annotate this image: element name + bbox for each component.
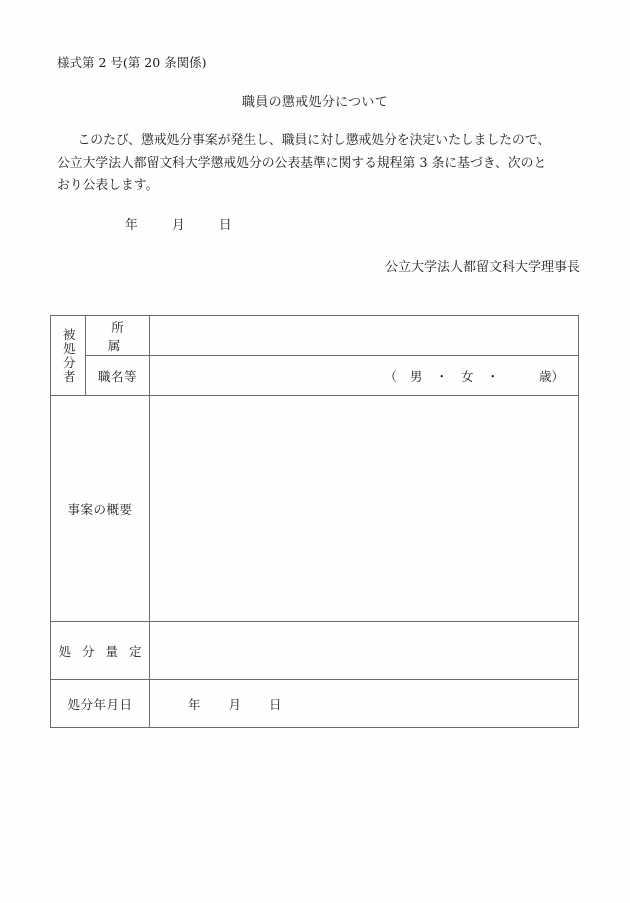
form-number: 様式第 2 号(第 20 条関係) bbox=[57, 55, 207, 70]
disposition-date-group bbox=[150, 695, 578, 713]
issue-date-month-label: 月 bbox=[171, 218, 185, 233]
body-line-1: このたび、懲戒処分事案が発生し、職員に対し懲戒処分を決定いたしましたので、 bbox=[77, 133, 551, 148]
gender-male-option[interactable]: 男 bbox=[409, 368, 423, 384]
gender-age-group bbox=[150, 367, 578, 385]
disposition-date-year-label: 年 bbox=[188, 696, 201, 712]
subject-label-cell bbox=[51, 316, 86, 396]
table-row bbox=[51, 316, 579, 356]
job-title-value-cell[interactable] bbox=[150, 356, 579, 396]
disposition-date-value-cell[interactable] bbox=[150, 680, 579, 728]
affiliation-label-cell bbox=[86, 316, 150, 356]
affiliation-value-cell[interactable] bbox=[150, 316, 579, 356]
body-line-2: 公立大学法人都留文科大学懲戒処分の公表基準に関する規程第 3 条に基づき、次のと bbox=[57, 155, 547, 171]
table-row bbox=[51, 680, 579, 728]
disposition-level-label: 処 分 量 定 bbox=[58, 643, 145, 659]
gender-separator-1: ・ bbox=[435, 368, 448, 384]
document-title: 職員の懲戒処分について bbox=[241, 95, 389, 110]
disciplinary-form-table bbox=[50, 315, 579, 728]
body-line-3: おり公表します。 bbox=[57, 178, 159, 193]
disposition-level-label-cell bbox=[51, 622, 150, 680]
table-row bbox=[51, 396, 579, 622]
age-unit-label: 歳） bbox=[538, 368, 564, 384]
issue-date-line bbox=[125, 216, 232, 236]
disposition-level-value-cell[interactable] bbox=[150, 622, 579, 680]
table-row bbox=[51, 622, 579, 680]
disposition-date-month-label: 月 bbox=[228, 696, 242, 712]
gender-female-option[interactable]: 女 bbox=[460, 368, 474, 384]
case-summary-label-cell bbox=[51, 396, 150, 622]
job-title-label-cell bbox=[86, 356, 150, 396]
job-title-label: 職名等 bbox=[97, 368, 137, 384]
table-row bbox=[51, 356, 579, 396]
open-paren: （ bbox=[384, 368, 397, 384]
gender-separator-2: ・ bbox=[486, 368, 499, 384]
issue-date-day-label: 日 bbox=[218, 218, 232, 233]
affiliation-label: 所 属 bbox=[107, 319, 151, 353]
disposition-date-label-cell bbox=[51, 680, 150, 728]
body-paragraph bbox=[57, 130, 577, 198]
issuer-signature: 公立大学法人都留文科大学理事長 bbox=[384, 260, 580, 275]
issue-date-year-label: 年 bbox=[125, 218, 138, 233]
disposition-date-day-label: 日 bbox=[269, 696, 282, 712]
case-summary-value-cell[interactable] bbox=[150, 396, 579, 622]
disposition-date-label: 処分年月日 bbox=[67, 696, 133, 712]
case-summary-label: 事案の概要 bbox=[67, 501, 133, 517]
subject-label: 被処分者 bbox=[61, 327, 77, 384]
